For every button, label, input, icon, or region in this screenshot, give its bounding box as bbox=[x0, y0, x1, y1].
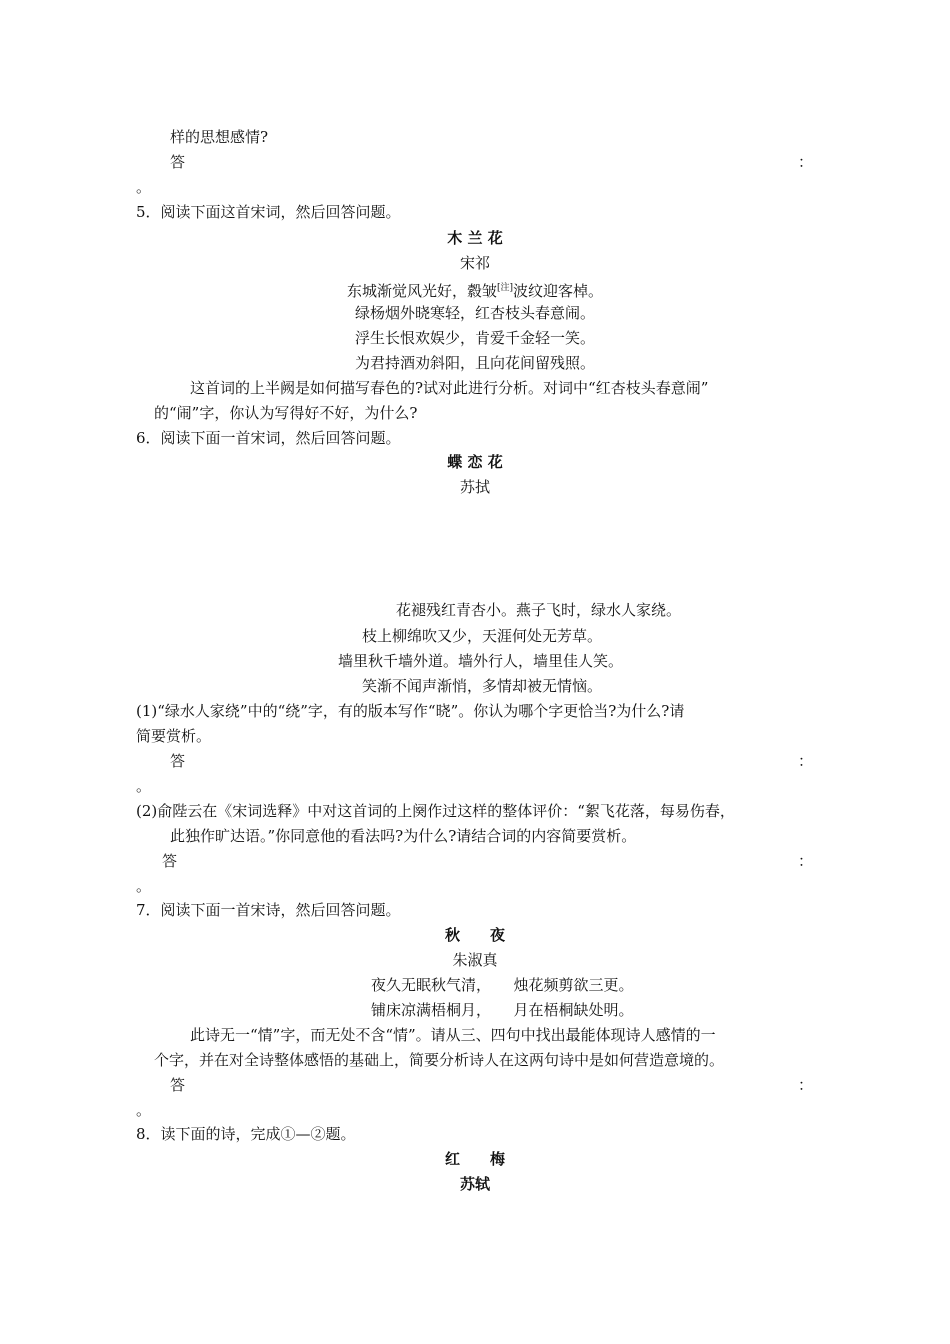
q5-poem-title: 木 兰 花 bbox=[447, 229, 503, 247]
q6-poem-line-2: 枝上柳绵吹又少，天涯何处无芳草。 bbox=[362, 627, 603, 645]
q5-poem-line-3: 浮生长恨欢娱少，肯爱千金轻一笑。 bbox=[354, 329, 595, 347]
q7-prompt: 7．阅读下面一首宋诗，然后回答问题。 bbox=[136, 901, 401, 919]
q5-question-line-1: 这首词的上半阙是如何描写春色的?试对此进行分析。对词中“红杏枝头春意闹” bbox=[190, 379, 709, 397]
q6-sub2-line-2: 此独作旷达语。”你同意他的看法吗?为什么?请结合词的内容简要赏析。 bbox=[170, 827, 637, 845]
q4-answer-label: 答 bbox=[170, 153, 186, 171]
q5-question-line-2: 的“闹”字，你认为写得好不好，为什么? bbox=[154, 404, 418, 422]
q8-prompt: 8．读下面的诗，完成①—②题。 bbox=[136, 1125, 356, 1143]
q6-sub2-answer-end: 。 bbox=[136, 877, 152, 895]
q6-sub1-line-2: 简要赏析。 bbox=[136, 727, 212, 745]
q6-prompt: 6．阅读下面一首宋词，然后回答问题。 bbox=[136, 429, 401, 447]
q6-poem-line-4: 笑渐不闻声渐悄，多情却被无情恼。 bbox=[362, 677, 603, 695]
q4-answer-end: 。 bbox=[136, 178, 152, 196]
q6-poem-line-1: 花褪残红青杏小。燕子飞时，绿水人家绕。 bbox=[396, 601, 682, 619]
q4-answer-colon: ： bbox=[798, 153, 814, 171]
q7-poem-line-2: 铺床凉满梧桐月， 月在梧桐缺处明。 bbox=[371, 1001, 634, 1019]
q4-question-tail: 样的思想感情? bbox=[170, 128, 269, 146]
q6-sub2-answer-label: 答 bbox=[162, 852, 178, 870]
q7-answer-end: 。 bbox=[136, 1101, 152, 1119]
q6-sub1-line-1: (1)“绿水人家绕”中的“绕”字，有的版本写作“晓”。你认为哪个字更恰当?为什么?请 bbox=[136, 702, 685, 720]
q5-footnote-mark: [注] bbox=[496, 283, 514, 293]
q5-poem-line-4: 为君持酒劝斜阳，且向花间留残照。 bbox=[354, 354, 595, 372]
q6-sub1-answer-colon: ： bbox=[798, 752, 814, 770]
q6-poem-author: 苏拭 bbox=[459, 478, 490, 496]
q7-poem-title: 秋 夜 bbox=[444, 926, 505, 944]
q5-prompt: 5．阅读下面这首宋词，然后回答问题。 bbox=[136, 203, 401, 221]
q6-poem-title: 蝶 恋 花 bbox=[447, 453, 503, 471]
q6-poem-line-3: 墙里秋千墙外道。墙外行人，墙里佳人笑。 bbox=[338, 652, 624, 670]
q5-poem-line-2: 绿杨烟外晓寒轻，红杏枝头春意闹。 bbox=[354, 304, 595, 322]
q7-question-line-2: 个字，并在对全诗整体感悟的基础上，简要分析诗人在这两句诗中是如何营造意境的。 bbox=[154, 1051, 725, 1069]
q6-sub1-answer-label: 答 bbox=[170, 752, 186, 770]
q5-poem-author: 宋祁 bbox=[459, 254, 490, 272]
q7-poem-author: 朱淑真 bbox=[452, 951, 498, 969]
q6-sub1-answer-end: 。 bbox=[136, 777, 152, 795]
q7-answer-colon: ： bbox=[798, 1076, 814, 1094]
q5-poem-line-1: 东城渐觉风光好，縠皱[注]波纹迎客棹。 bbox=[346, 282, 604, 300]
q7-answer-label: 答 bbox=[170, 1076, 186, 1094]
q6-sub2-answer-colon: ： bbox=[798, 852, 814, 870]
q8-poem-title: 红 梅 bbox=[444, 1150, 505, 1168]
q8-poem-author: 苏轼 bbox=[459, 1175, 490, 1193]
q6-sub2-line-1: (2)俞陛云在《宋词选释》中对这首词的上阕作过这样的整体评价：“絮飞花落，每易伤春， bbox=[136, 802, 735, 820]
q7-poem-line-1: 夜久无眠秋气清， 烛花频剪欲三更。 bbox=[371, 976, 634, 994]
q7-question-line-1: 此诗无一“情”字，而无处不含“情”。请从三、四句中找出最能体现诗人感情的一 bbox=[190, 1026, 716, 1044]
